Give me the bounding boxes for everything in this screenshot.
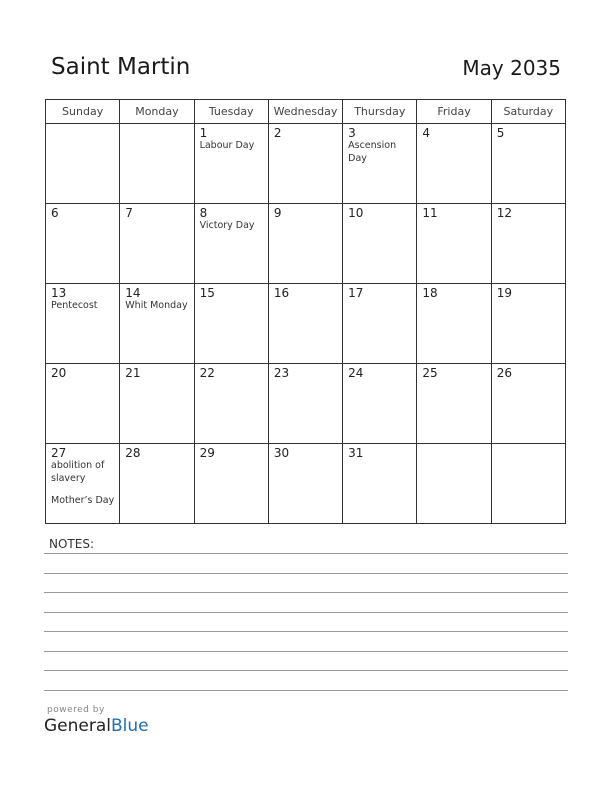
day-number: 16 (273, 286, 290, 300)
day-number: 11 (422, 206, 438, 220)
day-cell (194, 204, 268, 284)
holiday-label: Victory Day (199, 220, 255, 231)
day-cell (491, 284, 565, 364)
day-number: 3 (348, 126, 356, 140)
holiday-label: Whit Monday (125, 300, 188, 311)
day-number: 19 (496, 286, 512, 300)
day-cell (194, 444, 268, 524)
notes-line (44, 690, 568, 710)
weekday-sunday: Sunday (46, 100, 120, 124)
day-number: 5 (496, 126, 505, 140)
day-cell (491, 444, 565, 524)
weekday-tuesday: Tuesday (194, 100, 268, 124)
powered-by-text: powered by (47, 705, 105, 715)
day-number: 29 (199, 446, 215, 460)
day-cell (491, 124, 565, 204)
day-cell (268, 124, 342, 204)
day-cell (268, 444, 342, 524)
day-cell (417, 124, 491, 204)
day-cell (46, 284, 120, 364)
day-number: 2 (273, 126, 282, 140)
day-cell (120, 124, 194, 204)
month-year-title: May 2035 (462, 56, 561, 80)
day-cell (417, 444, 491, 524)
holiday-label: abolition of slavery (51, 460, 105, 484)
day-cell (194, 364, 268, 444)
brand-general: General (44, 716, 111, 736)
day-number: 17 (348, 286, 364, 300)
day-number: 18 (422, 286, 438, 300)
day-cell (46, 124, 120, 204)
day-cell (491, 364, 565, 444)
notes-label: NOTES: (49, 537, 94, 551)
day-number: 1 (199, 126, 208, 140)
day-number: 4 (422, 126, 431, 140)
day-cell (120, 364, 194, 444)
day-cell (46, 204, 120, 284)
day-number: 12 (496, 206, 512, 220)
holiday-label: Mother’s Day (51, 495, 115, 506)
day-number: 24 (348, 366, 364, 380)
weekday-header-row (46, 100, 566, 124)
day-number: 26 (496, 366, 512, 380)
day-cell (491, 204, 565, 284)
day-number: 22 (199, 366, 215, 380)
day-cell (417, 284, 491, 364)
notes-line (44, 612, 568, 632)
day-cell (46, 444, 120, 524)
day-cell (194, 284, 268, 364)
week-row (46, 284, 566, 364)
notes-line (44, 573, 568, 593)
holiday-label: Ascension Day (348, 140, 397, 164)
notes-line (44, 553, 568, 573)
brand-blue: Blue (111, 716, 149, 736)
day-number: 21 (125, 366, 141, 380)
notes-line (44, 651, 568, 671)
day-cell (120, 444, 194, 524)
day-cell (268, 364, 342, 444)
day-number: 25 (422, 366, 438, 380)
day-cell (343, 284, 417, 364)
notes-line (44, 592, 568, 612)
day-number: 27 (51, 446, 67, 460)
day-number: 31 (348, 446, 364, 460)
day-cell (120, 204, 194, 284)
day-cell (343, 204, 417, 284)
day-number: 13 (51, 286, 67, 300)
week-row (46, 124, 566, 204)
weekday-monday: Monday (120, 100, 194, 124)
calendar-body (46, 124, 566, 524)
day-number: 20 (51, 366, 67, 380)
holiday-label: Pentecost (51, 300, 98, 311)
day-number: 8 (199, 206, 208, 220)
weekday-friday: Friday (417, 100, 491, 124)
day-cell (46, 364, 120, 444)
notes-line (44, 670, 568, 690)
day-cell (343, 444, 417, 524)
day-cell (417, 204, 491, 284)
weekday-thursday: Thursday (343, 100, 417, 124)
day-number: 14 (125, 286, 141, 300)
day-number: 15 (199, 286, 215, 300)
weekday-wednesday: Wednesday (268, 100, 342, 124)
day-number: 23 (273, 366, 290, 380)
country-title: Saint Martin (51, 54, 191, 80)
week-row (46, 204, 566, 284)
day-number: 9 (273, 206, 282, 220)
day-cell (120, 284, 194, 364)
notes-line (44, 631, 568, 651)
day-number: 10 (348, 206, 364, 220)
day-number: 28 (125, 446, 141, 460)
day-cell (194, 124, 268, 204)
generalblue-logo (44, 716, 149, 736)
week-row (46, 444, 566, 524)
day-cell (343, 364, 417, 444)
day-cell (343, 124, 417, 204)
notes-lines (44, 553, 568, 709)
day-number: 6 (51, 206, 59, 220)
day-number: 7 (125, 206, 133, 220)
day-cell (417, 364, 491, 444)
day-number: 30 (273, 446, 290, 460)
day-cell (268, 284, 342, 364)
weekday-saturday: Saturday (491, 100, 565, 124)
day-cell (268, 204, 342, 284)
calendar-grid (45, 99, 566, 524)
holiday-label: Labour Day (199, 140, 255, 151)
week-row (46, 364, 566, 444)
